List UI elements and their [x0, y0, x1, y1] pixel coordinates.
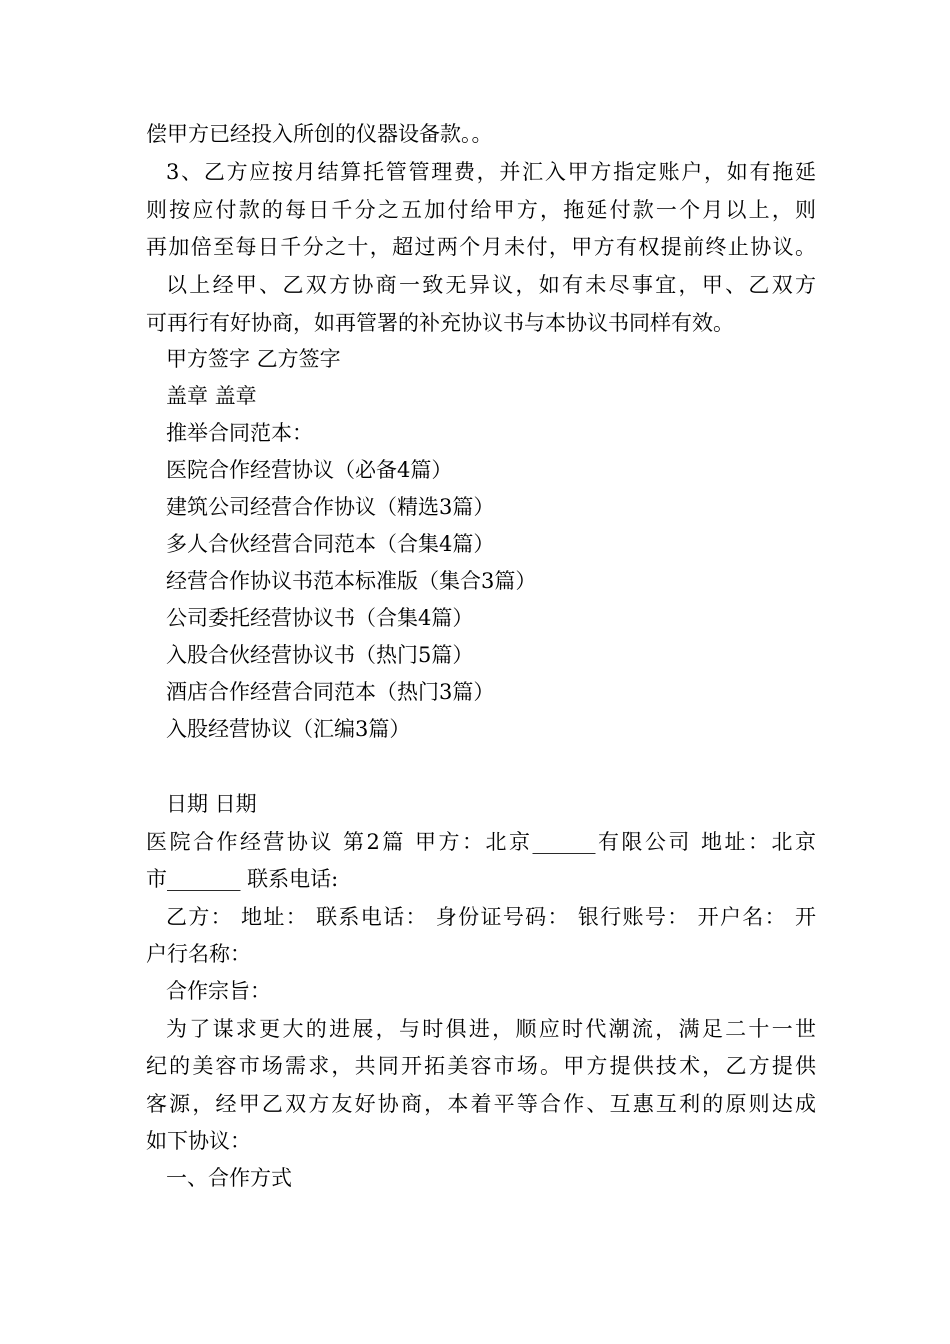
recommended-item: 公司委托经营协议书（合集4篇）	[166, 606, 474, 630]
paragraph-line: 乙方： 地址： 联系电话： 身份证号码： 银行账号： 开户名： 开	[166, 905, 816, 929]
paragraph-line: 户行名称：	[146, 942, 251, 966]
paragraph-line: 纪的美容市场需求，共同开拓美容市场。甲方提供技术，乙方提供	[146, 1054, 816, 1078]
section-heading: 一、合作方式	[166, 1166, 292, 1190]
paragraph-line: 再加倍至每日千分之十，超过两个月未付，甲方有权提前终止协议。	[146, 235, 816, 259]
paragraph-line: 以上经甲、乙双方协商一致无异议，如有未尽事宜，甲、乙双方	[166, 273, 816, 297]
paragraph-line: 市_______ 联系电话:	[146, 867, 339, 891]
recommended-item: 经营合作协议书范本标准版（集合3篇）	[166, 569, 537, 593]
recommended-item: 入股经营协议（汇编3篇）	[166, 717, 411, 741]
recommended-item: 多人合伙经营合同范本（合集4篇）	[166, 532, 495, 556]
paragraph-line: 客源，经甲乙双方友好协商，本着平等合作、互惠互利的原则达成	[146, 1092, 816, 1116]
recommended-item: 入股合伙经营协议书（热门5篇）	[166, 643, 474, 667]
date-line: 日期 日期	[166, 792, 257, 816]
paragraph-line: 可再行有好协商，如再管署的补充协议书与本协议书同样有效。	[146, 311, 734, 335]
paragraph-line: 则按应付款的每日千分之五加付给甲方，拖延付款一个月以上，则	[146, 198, 816, 222]
paragraph-line: 偿甲方已经投入所创的仪器设备款。。	[146, 122, 493, 146]
paragraph-line: 3、乙方应按月结算托管管理费，并汇入甲方指定账户，如有拖延	[166, 160, 816, 184]
paragraph-line: 为了谋求更大的进展，与时俱进，顺应时代潮流，满足二十一世	[166, 1017, 816, 1041]
contract-heading-line: 医院合作经营协议 第2篇 甲方：北京______有限公司 地址：北京	[146, 830, 816, 854]
section-heading: 合作宗旨：	[166, 979, 271, 1003]
paragraph-line: 如下协议：	[146, 1129, 251, 1153]
recommended-item: 建筑公司经营合作协议（精选3篇）	[166, 495, 495, 519]
seal-line: 盖章 盖章	[166, 384, 257, 408]
recommended-heading: 推举合同范本：	[166, 421, 313, 445]
signature-line: 甲方签字 乙方签字	[166, 347, 341, 371]
recommended-item: 酒店合作经营合同范本（热门3篇）	[166, 680, 495, 704]
recommended-item: 医院合作经营协议（必备4篇）	[166, 458, 453, 482]
